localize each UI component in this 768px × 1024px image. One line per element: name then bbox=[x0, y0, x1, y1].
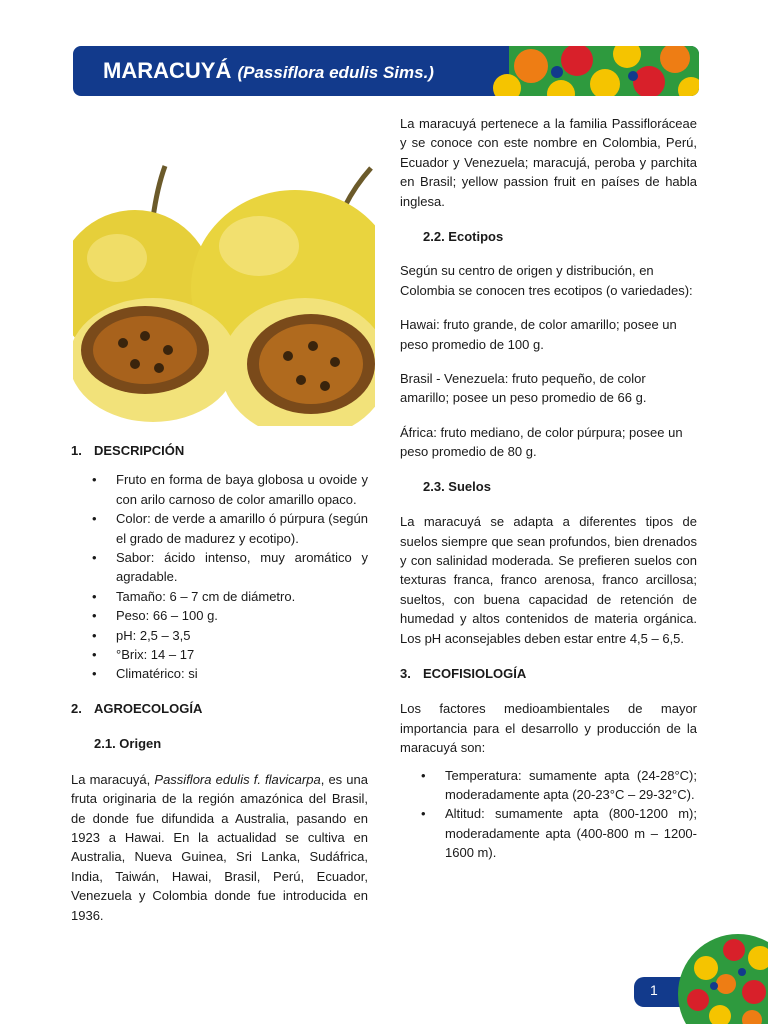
section-3-heading: 3. ECOFISIOLOGÍA bbox=[400, 665, 527, 681]
page-number: 1 bbox=[650, 982, 658, 998]
header-banner bbox=[73, 46, 699, 96]
passion-fruit-photo bbox=[73, 128, 375, 426]
soils-heading: 2.3. Suelos bbox=[423, 478, 491, 494]
list-item: • Color: de verde a amarillo ó púrpura (según el grado de madurez y ecotipo). bbox=[71, 509, 368, 548]
origin-paragraph: La maracuyá, Passiflora edulis f. flavicarpa, es una fruta originaria de la región amazónica del Brasil, de donde fue difundida a Australia, pasando en 1923 a Hawai. En la actualidad se cultiva en Australia, Nueva Guinea, Sri Lanka, Sudáfrica, India, Taiwán, Hawai, Brasil, Perú, Ecuador, Venezuela y Colombia donde fue introducida en 1936. bbox=[71, 771, 368, 923]
list-item: • Climatérico: si bbox=[71, 664, 368, 683]
soils-paragraph: La maracuyá se adapta a diferentes tipos de suelos siempre que sean profundos, bien drenados y con salinidad moderada. Se prefieren suelos con texturas franca, franco arenosa, franco arcillosa; sueltos, con buena capacidad de retención de humedad y altos contenidos de materia orgánica. Los pH aconsejables deben estar entre 4,5 – 6,5. bbox=[400, 514, 697, 646]
origin-heading: 2.1. Origen bbox=[94, 736, 162, 752]
ecotype-item: Brasil - Venezuela: fruto pequeño, de color amarillo; posee un peso promedio de 66 g. bbox=[400, 371, 647, 406]
section-2-heading: 2. AGROECOLOGÍA bbox=[71, 700, 203, 716]
list-item: • pH: 2,5 – 3,5 bbox=[71, 626, 368, 645]
section-1-heading: 1. DESCRIPCIÓN bbox=[71, 443, 185, 458]
decorative-dots-pattern bbox=[469, 46, 699, 96]
ecotype-item: África: fruto mediano, de color púrpura; posee un peso promedio de 80 g. bbox=[400, 424, 683, 460]
list-item: • Altitud: sumamente apta (800-1200 m); moderadamente apta (400-800 m – 1200-1600 m). bbox=[400, 804, 697, 862]
list-item: • Sabor: ácido intenso, muy aromático y agradable. bbox=[71, 548, 368, 587]
ecotypes-heading: 2.2. Ecotipos bbox=[423, 229, 504, 245]
left-column bbox=[71, 441, 368, 925]
ecophysiology-list bbox=[400, 766, 697, 863]
right-column bbox=[400, 114, 697, 863]
scientific-name: (Passiflora edulis Sims.) bbox=[237, 63, 434, 82]
origin-paragraph-continued: La maracuyá pertenece a la familia Passifloráceae y se conoce con este nombre en Colombia, Perú, Ecuador y Venezuela; maracujá, peroba y parchita en Brasil; yellow passion fruit en países de habla inglesa. bbox=[400, 116, 697, 209]
list-item: • Peso: 66 – 100 g. bbox=[71, 606, 368, 625]
ecotype-item: Hawai: fruto grande, de color amarillo; posee un peso promedio de 100 g. bbox=[400, 317, 677, 352]
list-item: • °Brix: 14 – 17 bbox=[71, 645, 368, 664]
page-title: MARACUYÁ (Passiflora edulis Sims.) bbox=[103, 58, 434, 83]
ecotypes-intro: Según su centro de origen y distribución, en Colombia se conocen tres ecotipos (o variedades): bbox=[400, 263, 693, 298]
description-list bbox=[71, 470, 368, 683]
list-item: • Fruto en forma de baya globosa u ovoide y con arilo carnoso de color amarillo opaco. bbox=[71, 470, 368, 509]
list-item: • Temperatura: sumamente apta (24-28°C); moderadamente apta (20-23°C – 29-32°C). bbox=[400, 766, 697, 805]
ecophysiology-intro: Los factores medioambientales de mayor importancia para el desarrollo y producción de la maracuyá son: bbox=[400, 701, 697, 756]
decorative-corner-pattern bbox=[676, 928, 768, 1024]
list-item: • Tamaño: 6 – 7 cm de diámetro. bbox=[71, 587, 368, 606]
